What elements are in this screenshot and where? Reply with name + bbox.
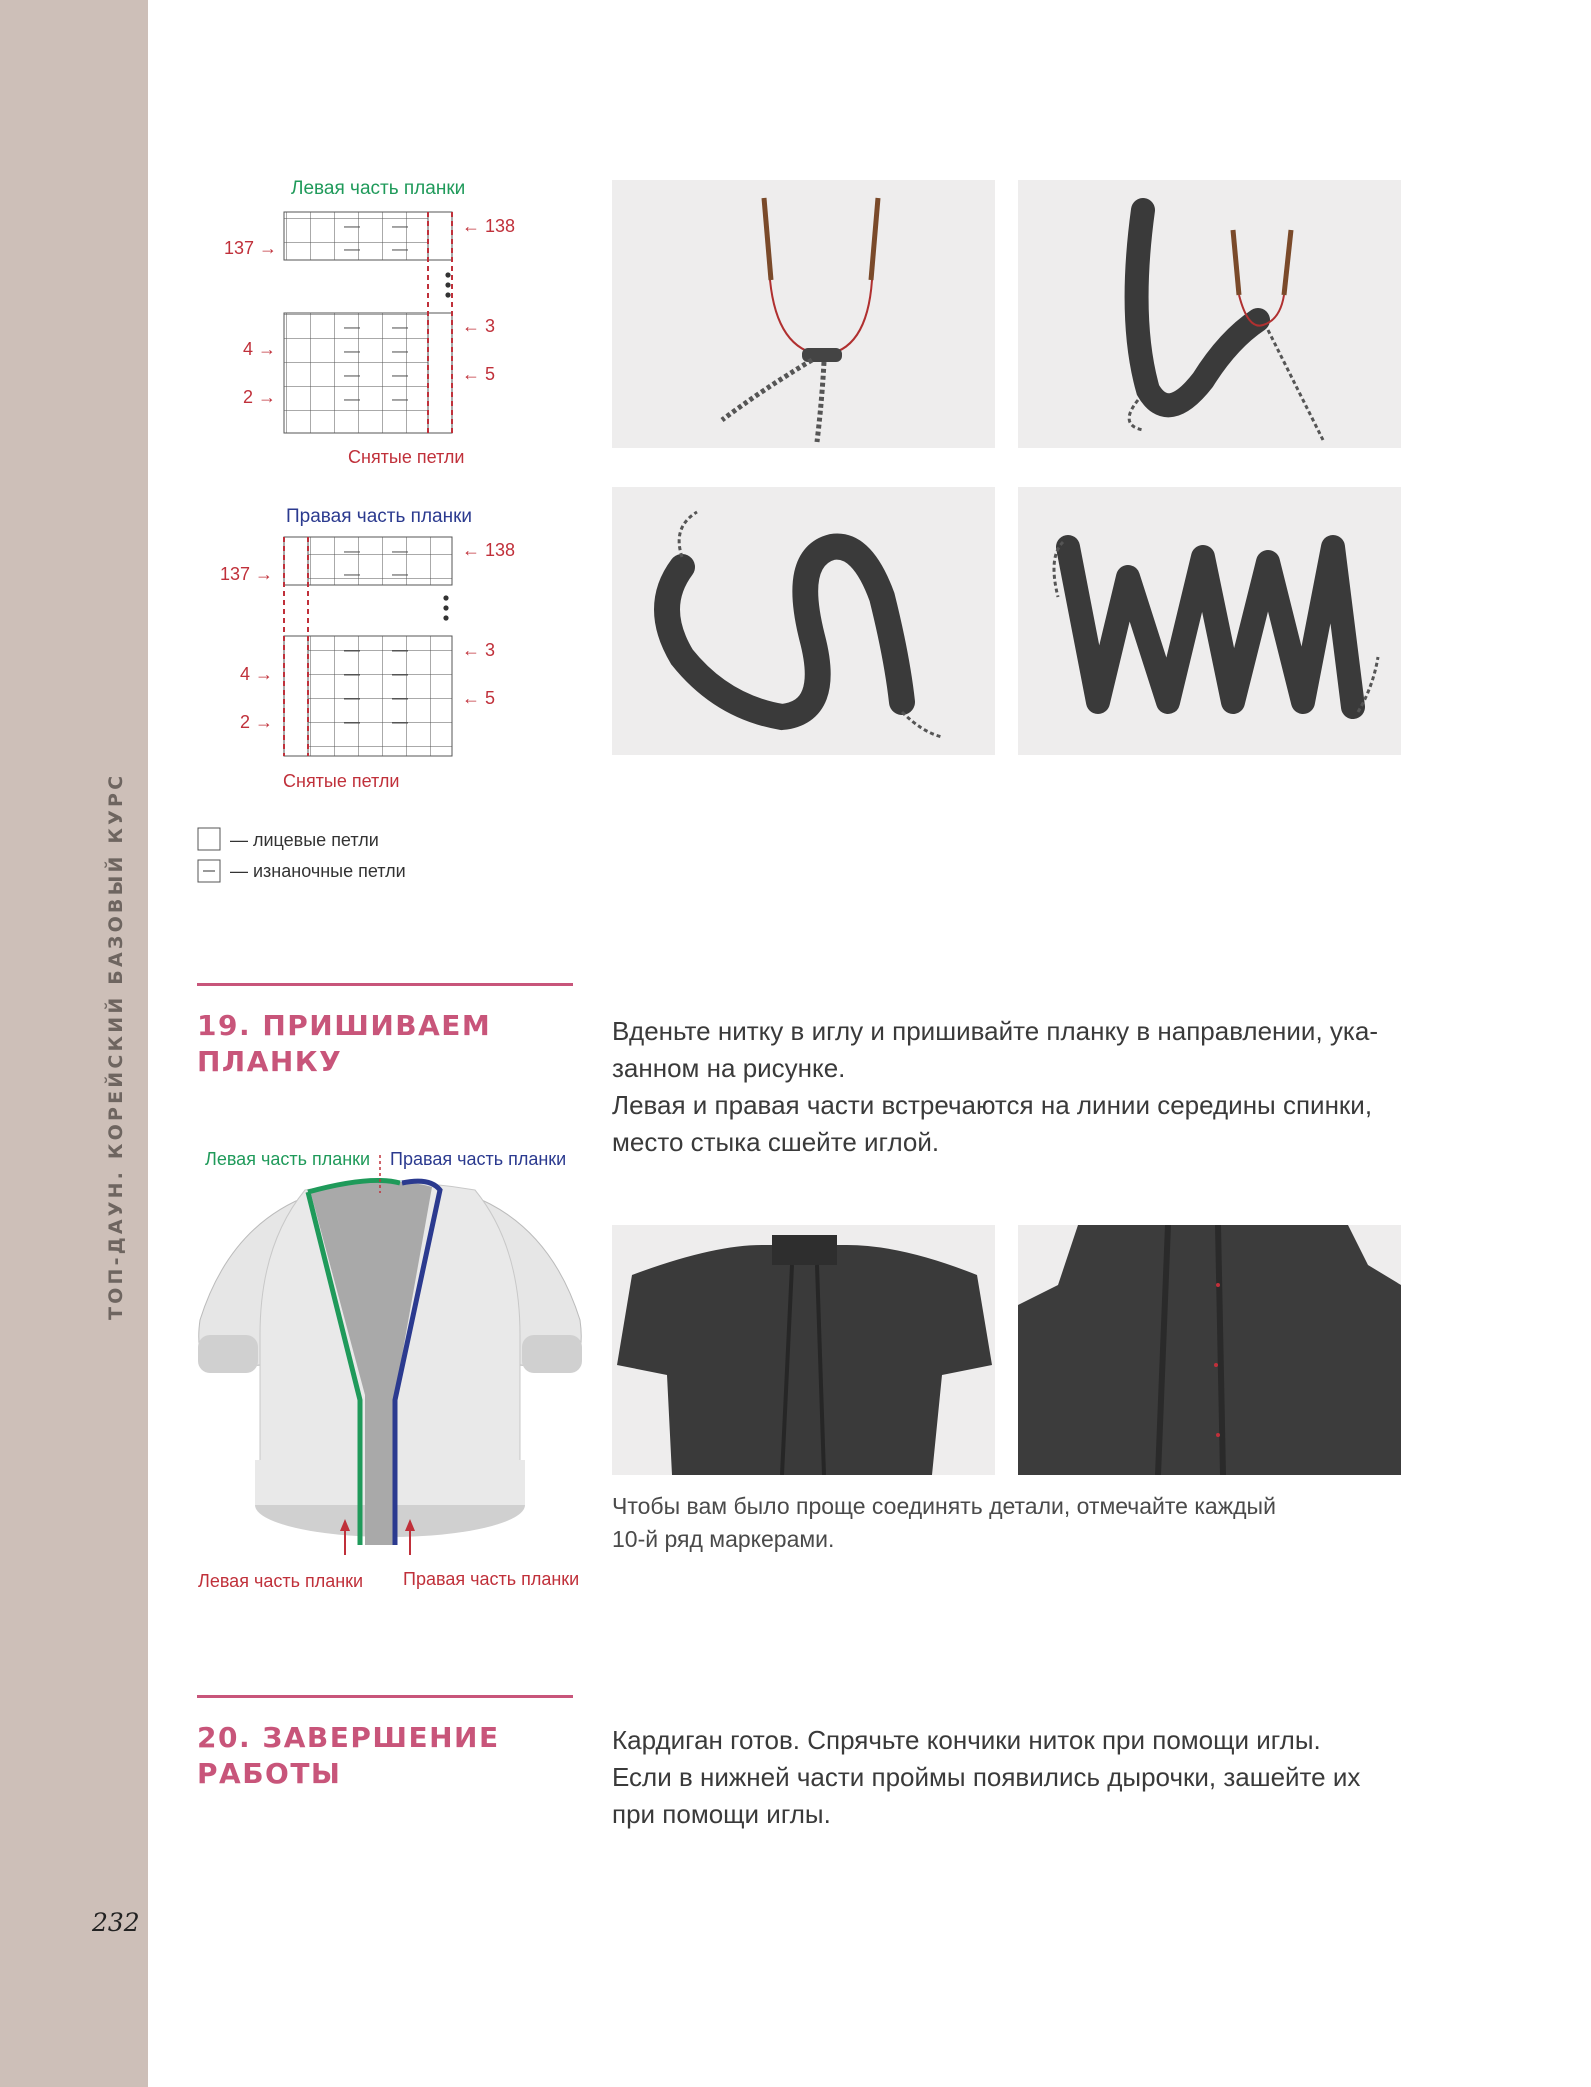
diagram-right-bottom-label: Правая часть планки <box>403 1569 580 1589</box>
photo-band-strip <box>612 487 995 755</box>
svg-text:—: — <box>344 218 360 235</box>
caption-line2: 10-й ряд маркерами. <box>612 1526 835 1552</box>
right-row-2: 2 → <box>240 712 274 732</box>
svg-text:—: — <box>392 343 408 360</box>
svg-text:—: — <box>392 714 408 731</box>
legend-purl-label: — изнаночные петли <box>230 861 406 881</box>
svg-text:—: — <box>344 343 360 360</box>
photo-needles-cast-on <box>612 180 995 448</box>
diagram-right-top-label: Правая часть планки <box>390 1149 567 1169</box>
right-chart-bottom-grid <box>284 636 452 756</box>
section19-title: 19. ПРИШИВАЕМ ПЛАНКУ <box>197 1009 492 1078</box>
svg-text:—: — <box>344 714 360 731</box>
section20-text <box>612 1722 1412 1833</box>
left-chart-footer: Снятые петли <box>348 447 465 467</box>
svg-text:—: — <box>344 690 360 707</box>
section20-title: 20. ЗАВЕРШЕНИЕ РАБОТЫ <box>197 1721 500 1790</box>
left-row-4: 4 → <box>243 339 277 359</box>
svg-text:—: — <box>344 642 360 659</box>
right-row-138: ← 138 <box>462 540 516 560</box>
right-chart-top-grid <box>284 537 452 585</box>
svg-text:—: — <box>344 543 360 560</box>
caption-line1: Чтобы вам было проще соединять детали, отмечайте каждый <box>612 1493 1276 1519</box>
section19-line2: занном на рисунке. <box>612 1053 846 1083</box>
section19-line3: Левая и правая части встречаются на линии середины спинки, <box>612 1090 1373 1120</box>
svg-text:—: — <box>392 690 408 707</box>
svg-text:—: — <box>392 367 408 384</box>
sidebar-title: ТОП-ДАУН. КОРЕЙСКИЙ БАЗОВЫЙ КУРС <box>105 772 127 1320</box>
left-row-2: 2 → <box>243 387 277 407</box>
right-chart-title: Правая часть планки <box>286 506 473 527</box>
right-row-4: 4 → <box>240 664 274 684</box>
photo-band-on-needles <box>1018 180 1401 448</box>
legend-knit-label: — лицевые петли <box>230 830 379 850</box>
svg-text:—: — <box>344 241 360 258</box>
left-row-138: ← 138 <box>462 216 516 236</box>
svg-text:—: — <box>392 241 408 258</box>
section19-line1: Вденьте нитку в иглу и пришивайте планку в направлении, ука- <box>612 1016 1378 1046</box>
svg-text:—: — <box>392 642 408 659</box>
svg-text:—: — <box>392 391 408 408</box>
svg-text:—: — <box>344 391 360 408</box>
photo-cardigan-front <box>612 1225 995 1475</box>
section20-line3: при помощи иглы. <box>612 1799 831 1829</box>
svg-text:—: — <box>392 319 408 336</box>
section19-caption <box>612 1490 1372 1556</box>
cardigan-seam-diagram <box>190 1135 590 1595</box>
section19-line4: место стыка сшейте иглой. <box>612 1127 940 1157</box>
svg-text:—: — <box>344 367 360 384</box>
svg-text:—: — <box>392 218 408 235</box>
right-row-3: ← 3 <box>462 640 496 660</box>
legend-knit-swatch <box>198 828 220 850</box>
svg-text:—: — <box>344 319 360 336</box>
left-chart-title: Левая часть планки <box>291 178 466 199</box>
left-row-137: 137 → <box>224 238 278 258</box>
section20-line1: Кардиган готов. Спрячьте кончики ниток при помощи иглы. <box>612 1725 1321 1755</box>
left-row-3: ← 3 <box>462 316 496 336</box>
left-chart-top-grid <box>284 212 452 260</box>
svg-text:—: — <box>392 543 408 560</box>
right-row-5: ← 5 <box>462 688 496 708</box>
section19-rule <box>197 983 573 986</box>
svg-text:—: — <box>344 666 360 683</box>
page-number: 232 <box>92 1908 140 1937</box>
photo-long-band-strip <box>1018 487 1401 755</box>
section19-text <box>612 1013 1412 1161</box>
photo-cardigan-seam <box>1018 1225 1401 1475</box>
left-row-5: ← 5 <box>462 364 496 384</box>
svg-text:—: — <box>392 666 408 683</box>
section20-rule <box>197 1695 573 1698</box>
svg-text:—: — <box>392 566 408 583</box>
svg-text:—: — <box>344 566 360 583</box>
section20-line2: Если в нижней части проймы появились дырочки, зашейте их <box>612 1762 1361 1792</box>
stitch-charts <box>190 170 570 890</box>
diagram-left-bottom-label: Левая часть планки <box>198 1571 364 1591</box>
left-chart-bottom-grid <box>284 313 452 433</box>
diagram-left-top-label: Левая часть планки <box>205 1149 371 1169</box>
right-row-137: 137 → <box>220 564 274 584</box>
right-chart-footer: Снятые петли <box>283 771 400 791</box>
